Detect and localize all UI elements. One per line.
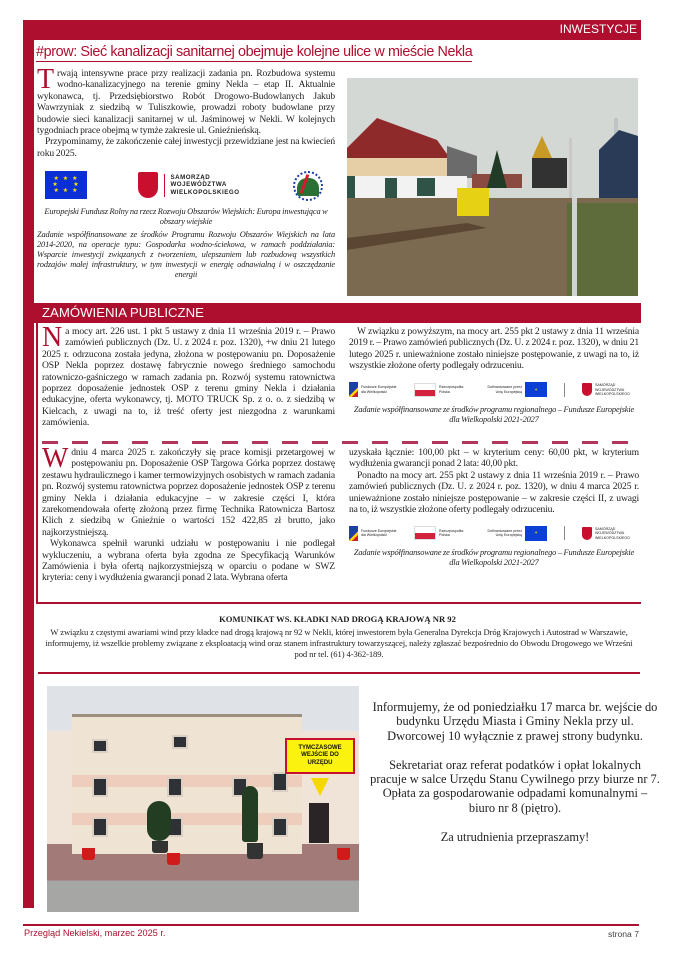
intro-paragraph-2: Przypominamy, że zakończenie całej inwestycji przewidziane jest na kwiecień roku 2025.: [37, 136, 335, 159]
wielkopolska-crest-icon: [582, 383, 592, 396]
sw-label: SAMORZĄD WOJEWÓDZTWA WIELKOPOLSKIEGO: [595, 527, 630, 540]
rp-label: Rzeczpospolita Polska: [439, 385, 464, 394]
intro-paragraph-1: rwają intensywne prace przy realizacji zadania pn. Rozbudowa systemu wodno-kanalizacyjnego na terenie gminy Nekla – etap II. Aktualnie wykonawca, tj. Przedsiębiorstwo Robót Drogowo-Budowlanych Jakub Wawrzyniak z siedzibą w Tuliszkowie, prowadzi roboty budowlane przy budowie sieci kanalizacji sanitarnej w ul. Jaśminowej w Nekli. W kolejnych tygodniach prace obejmą w tymże zakresie ul. Gnieźnieńską.: [37, 68, 335, 137]
wielkopolska-crest-icon: [582, 527, 592, 540]
prow-caption: Europejski Fundusz Rolny na rzecz Rozwoju Obszarów Wiejskich: Europa inwestująca w obszary wiejskie: [44, 207, 328, 227]
dashed-separator: [42, 441, 640, 444]
samorzad-mini-logo: [582, 383, 639, 396]
article-headline: #prow: Sieć kanalizacji sanitarnej obejmuje kolejne ulice w mieście Nekla: [36, 44, 473, 60]
entrance-notice: [370, 700, 660, 858]
zamowienia-paragraph-score: uzyskała łącznie: 100,00 pkt – w kryterium ceny: 60,00 pkt, w kryterium wydłużenia gwarancji ponad 2 lata: 40,00 pkt.: [349, 447, 639, 470]
notice-paragraph-2: Sekretariat oraz referat podatków i opłat lokalnych pracuje w salce Urzędu Stanu Cywilnego przy biurze nr 7. Opłata za gospodarowanie odpadami komunalnymi – biuro nr 8 (piętro).: [370, 757, 660, 815]
eu-label: Dofinansowane przez Unię Europejską: [487, 385, 522, 394]
fe-wielkopolska-icon: [349, 526, 358, 541]
eu-label: Dofinansowane przez Unię Europejską: [487, 529, 522, 538]
eu-flag-icon: ✶: [525, 382, 547, 397]
section-tag: INWESTYCJE: [559, 22, 637, 36]
footer-publication: Przegląd Nekielski, marzec 2025 r.: [24, 928, 166, 938]
dropcap: W: [42, 447, 69, 474]
footer-rule: [23, 924, 639, 926]
samorzad-line-2: WOJEWÓDZTWA: [170, 181, 227, 189]
logo-separator: [564, 383, 565, 397]
arrow-down-icon: [311, 778, 329, 796]
top-section-band: [23, 20, 641, 40]
temporary-entrance-sign: TYMCZASOWE WEJŚCIE DO URZĘDU: [285, 738, 355, 774]
building-illustration: [72, 714, 302, 854]
page-number: strona 7: [607, 929, 639, 939]
fe-caption: Zadanie współfinansowane ze środków programu regionalnego – Fundusze Europejskie dla Wielkopolski 2021-2027: [353, 404, 635, 424]
samorzad-logo: [138, 172, 239, 198]
zamowienia-left-block-1: [42, 326, 335, 438]
zamowienia-paragraph-annulment-2: Ponadto na mocy art. 255 pkt 2 ustawy z dnia 11 września 2019 r. – Prawo zamówień publicznych (Dz. U. z 2024 r. poz. 1320), w dniu 4 marca 2025 r. unieważnione zostało niniejsze postępowanie – w zakresie części II, z uwagi na to, iż wszystkie złożone oferty podlegały odrzuceniu.: [349, 469, 639, 516]
fe-logo: [349, 526, 397, 541]
rp-logo: [414, 526, 467, 540]
zamowienia-paragraph-2: dniu 4 marca 2025 r. zakończyły się prace komisji przetargowej w postępowaniu pn. Doposażenie OSP Targowa Górka poprzez dostawę zestawu hydraulicznego i kamer termowizyjnych osobistych w ramach zadania pn. Rozwój systemu ratownictwa poprzez doposażenie jednostek OSP z terenu gminy Nekla i działania edukacyjne – w zakresie części I, która zarekomendowała ofertę złożoną przez firmę Technika Ratownicza Bartosz Klich z siedzibą w Gnieźnie o wartości 152 422,85 zł brutto, jako najkorzystniejszą.: [42, 447, 335, 538]
zamowienia-paragraph-1: a mocy art. 226 ust. 1 pkt 5 ustawy z dnia 11 września 2019 r. – Prawo zamówień publicznych (Dz. U. z 2024 r. poz. 1320), +w dniu 21 lutego 2025 r. odrzucona została jedyna, złożona w postępowaniu pn. Doposażenie OSP Nekla poprzez dostawę fabrycznie nowego średniego samochodu ratowniczo-gaśniczego w ramach zadania pn. Rozwój systemu ratownictwa poprzez doposażenie jednostek OSP z terenu gminy Nekla i działania edukacyjne, oferta wykonawcy, tj. MOTO TRUCK Sp. z o. o. z siedzibą w Kielcach, z uwagi na to, iż treść oferty jest niezgodna z warunkami zamówienia.: [42, 326, 335, 429]
eu-flag-icon: ✶: [525, 526, 547, 541]
fe-label: Fundusze Europejskie dla Wielkopolski: [361, 529, 397, 538]
rp-logo: [414, 383, 467, 397]
poland-flag-icon: [414, 383, 436, 397]
prow-cofinancing-note: Zadanie współfinansowane ze środków Programu Rozwoju Obszarów Wiejskich na lata 2014-2020, na operacje typu: Gospodarka wodno-ściekowa, w ramach poddziałania: Wsparcie inwestycji związanych z tworzeniem, ulepszaniem lub rozbudową wszystkich rodzajów małej infrastruktury, w tym inwestycji w energię odnawialną i w oszczędzanie energii: [37, 230, 335, 280]
samorzad-mini-logo: [582, 527, 639, 540]
komunikat-text: W związku z częstymi awariami wind przy kładce nad drogą krajową nr 92 w Nekli, której inwestorem była Generalna Dyrekcja Dróg Krajowych i Autostrad w Warszawie, informujemy, iż wszelkie problemy związane z eksploatacją wind oraz stanem infrastruktury towarzyszącej, należy zgłaszać bezpośrednio do Obwodu Drogowego we Wrześni pod nr tel. (61) 4-362-189.: [45, 627, 633, 660]
prow-logo-icon: [291, 168, 327, 202]
zamowienia-paragraph-3: Wykonawca spełnił warunki udziału w postępowaniu i nie podlegał wykluczeniu, a wybrana oferta była zgodna ze Specyfikacją Warunków Zamówienia i była ofertą najkorzystniejszą w oparciu o podane w SWZ kryteria: ceny i wydłużenia gwarancji ponad 2 lata. Wybrana oferta: [42, 538, 335, 584]
zamowienia-title: ZAMÓWIENIA PUBLICZNE: [42, 305, 204, 320]
zamowienia-right-block-2: [349, 447, 639, 600]
logo-separator: [564, 526, 565, 540]
left-accent-bar: [23, 20, 34, 908]
samorzad-line-1: SAMORZĄD: [170, 173, 211, 181]
zamowienia-left-block-2: [42, 447, 335, 600]
top-article-column: [37, 68, 335, 300]
eu-flag-icon: ★ ★ ★ ★ ★ ★ ★ ★: [45, 171, 87, 199]
fe-wielkopolska-icon: [349, 382, 358, 397]
sw-label: SAMORZĄD WOJEWÓDZTWA WIELKOPOLSKIEGO: [595, 383, 630, 396]
fe-label: Fundusze Europejskie dla Wielkopolski: [361, 385, 397, 394]
dropcap: T: [37, 68, 54, 95]
dropcap: N: [42, 326, 63, 353]
komunikat-rule: [38, 672, 640, 674]
fe-logo: [349, 382, 397, 397]
komunikat-title: KOMUNIKAT WS. KŁADKI NAD DROGĄ KRAJOWĄ NR 92: [219, 614, 456, 624]
poland-flag-icon: [414, 526, 436, 540]
intro-article: [37, 68, 335, 159]
zamowienia-right-block-1: [349, 326, 639, 438]
rp-label: Rzeczpospolita Polska: [439, 529, 464, 538]
street-construction-photo: [347, 78, 638, 296]
fe-logo-row: [349, 523, 639, 543]
temporary-entrance-door: [309, 803, 329, 843]
notice-paragraph-1: Informujemy, że od poniedziałku 17 marca br. wejście do budynku Urzędu Miasta i Gminy Nekla przy ul. Dworcowej 10 wyłącznie z prawej strony budynku.: [372, 700, 658, 743]
notice-paragraph-3: Za utrudnienia przepraszamy!: [440, 829, 590, 844]
eu-cofinanced-logo: [484, 382, 547, 397]
fe-caption: Zadanie współfinansowane ze środków programu regionalnego – Fundusze Europejskie dla Wielkopolski 2021-2027: [353, 548, 635, 568]
wielkopolska-crest-icon: [138, 172, 158, 198]
town-hall-photo: [47, 686, 359, 912]
fe-logo-row: [349, 380, 639, 400]
eu-cofinanced-logo: [484, 526, 547, 541]
samorzad-line-3: WIELKOPOLSKIEGO: [170, 189, 240, 197]
zamowienia-paragraph-annulment-1: W związku z powyższym, na mocy art. 255 pkt 2 ustawy z dnia 11 września 2019 r. – Prawo zamówień publicznych (Dz. U. z 2024 r. poz. 1320), w dniu 21 lutego 2025 r. unieważnione zostało niniejsze postępowanie, z uwagi na to, iż wszystkie złożone oferty podlegały odrzuceniu.: [349, 326, 639, 372]
construction-scene-illustration: [347, 78, 638, 296]
prow-logo-row: [37, 167, 335, 203]
